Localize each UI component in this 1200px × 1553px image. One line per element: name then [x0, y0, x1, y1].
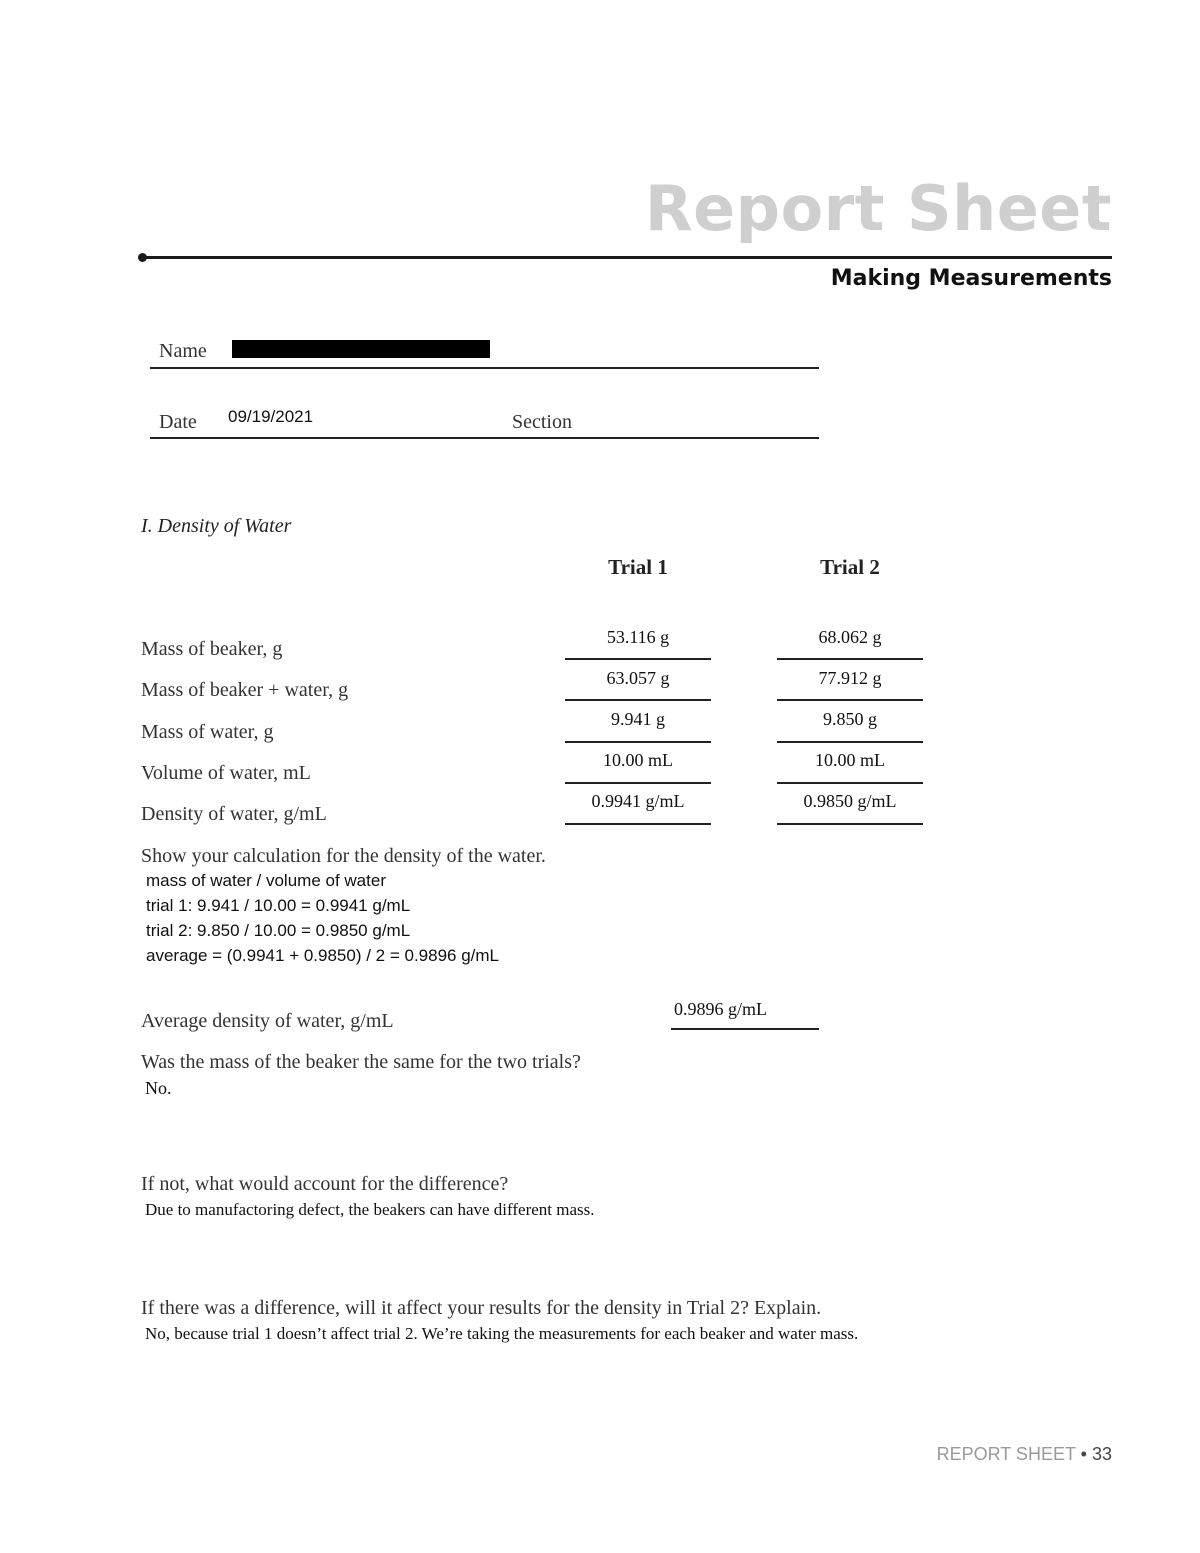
- date-line: [150, 437, 819, 439]
- report-sheet-title: Report Sheet: [644, 172, 1112, 245]
- avg-density-line: [671, 1028, 819, 1030]
- trial-2-line: [777, 782, 923, 784]
- trial-2-line: [777, 658, 923, 660]
- name-line: [150, 367, 819, 369]
- header-rule: [142, 256, 1112, 259]
- row-label: Mass of beaker, g: [141, 638, 283, 660]
- trial-2-header: Trial 2: [820, 555, 880, 579]
- trial-2-value[interactable]: 0.9850 g/mL: [803, 791, 897, 811]
- section-heading: I. Density of Water: [141, 515, 292, 537]
- trial-2-line: [777, 699, 923, 701]
- row-label: Mass of beaker + water, g: [141, 679, 349, 701]
- avg-density-value[interactable]: 0.9896 g/mL: [674, 999, 767, 1019]
- calc-line[interactable]: average = (0.9941 + 0.9850) / 2 = 0.9896 g/mL: [146, 946, 500, 965]
- trial-1-line: [565, 782, 711, 784]
- trial-1-line: [565, 699, 711, 701]
- avg-density-label: Average density of water, g/mL: [141, 1010, 394, 1032]
- lab-title: Making Measurements: [830, 266, 1112, 291]
- name-label: Name: [159, 340, 207, 362]
- redacted-name: [232, 340, 490, 358]
- footer-bullet: •: [1080, 1444, 1087, 1464]
- trial-2-value[interactable]: 10.00 mL: [815, 750, 885, 770]
- date-label: Date: [159, 411, 197, 433]
- section-label: Section: [512, 411, 572, 433]
- trial-1-value[interactable]: 53.116 g: [606, 627, 670, 647]
- trial-2-line: [777, 823, 923, 825]
- date-value[interactable]: 09/19/2021: [228, 407, 314, 426]
- calc-line[interactable]: mass of water / volume of water: [146, 871, 386, 890]
- calc-line[interactable]: trial 1: 9.941 / 10.00 = 0.9941 g/mL: [146, 896, 411, 915]
- trial-1-line: [565, 741, 711, 743]
- page-number: 33: [1091, 1444, 1112, 1464]
- footer-label: REPORT SHEET: [936, 1444, 1076, 1464]
- trial-2-value[interactable]: 77.912 g: [818, 668, 882, 688]
- question-3: If there was a difference, will it affect your results for the density in Trial 2? Explain.: [141, 1297, 822, 1319]
- trial-1-value[interactable]: 0.9941 g/mL: [591, 791, 685, 811]
- answer-1[interactable]: No.: [145, 1078, 172, 1098]
- answer-3[interactable]: No, because trial 1 doesn’t affect trial 2. We’re taking the measurements for each beaker and water mass.: [145, 1324, 859, 1343]
- answer-2[interactable]: Due to manufactoring defect, the beakers can have different mass.: [145, 1200, 595, 1219]
- trial-2-line: [777, 741, 923, 743]
- trial-2-value[interactable]: 68.062 g: [818, 627, 882, 647]
- trial-1-line: [565, 823, 711, 825]
- question-1: Was the mass of the beaker the same for the two trials?: [141, 1051, 581, 1073]
- trial-1-line: [565, 658, 711, 660]
- trial-1-value[interactable]: 63.057 g: [606, 668, 670, 688]
- row-label: Volume of water, mL: [141, 762, 311, 784]
- trial-1-value[interactable]: 9.941 g: [611, 709, 665, 729]
- trial-1-value[interactable]: 10.00 mL: [603, 750, 673, 770]
- page-footer: [937, 1444, 1112, 1465]
- row-label: Density of water, g/mL: [141, 803, 327, 825]
- calc-prompt: Show your calculation for the density of the water.: [141, 845, 546, 867]
- row-label: Mass of water, g: [141, 721, 274, 743]
- question-2: If not, what would account for the difference?: [141, 1173, 509, 1195]
- calc-line[interactable]: trial 2: 9.850 / 10.00 = 0.9850 g/mL: [146, 921, 411, 940]
- trial-2-value[interactable]: 9.850 g: [823, 709, 877, 729]
- trial-1-header: Trial 1: [608, 555, 668, 579]
